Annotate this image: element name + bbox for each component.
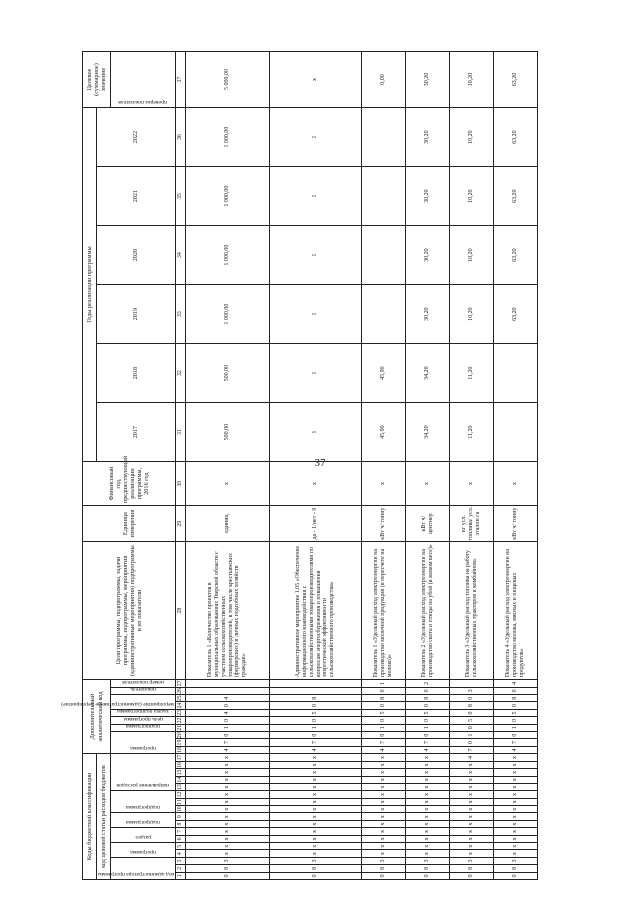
- code-cell: 3: [406, 857, 450, 864]
- fin-year-cell: х: [270, 462, 362, 506]
- code-cell: х: [186, 806, 270, 813]
- year-2019-header: 2019: [97, 285, 176, 344]
- code-cell: х: [362, 791, 406, 798]
- code-cell: 8: [494, 865, 538, 872]
- code-cell: 1: [406, 724, 450, 731]
- code-cell: х: [362, 776, 406, 783]
- final-value-cell: 63,20: [494, 52, 538, 108]
- vlabel-expense-direction: направление расходов: [116, 782, 170, 789]
- code-cell: 0: [494, 717, 538, 724]
- column-number: 26: [176, 687, 186, 694]
- code-cell: 8: [186, 865, 270, 872]
- code-cell: х: [270, 813, 362, 820]
- code-cell: х: [186, 820, 270, 827]
- code-cell: х: [362, 843, 406, 850]
- code-cell: х: [406, 769, 450, 776]
- indicator-description: Показатель 1 «Количество проектов в муниципальных образованиях Тверской области с участием сельскохозяйственных товаропроизводителей, в том числе крестьянских (фермерских) и личных подсобных хозяйств граждан»: [186, 542, 270, 680]
- year-value-cell: 500,00: [186, 403, 270, 462]
- column-number: 16: [176, 761, 186, 768]
- code-cell: х: [494, 754, 538, 762]
- vlabel-indicator-check: проверка показателя: [118, 99, 168, 106]
- year-value-cell: 500,00: [186, 344, 270, 403]
- code-cell: 1: [450, 731, 494, 738]
- year-value-cell: 10,20: [450, 285, 494, 344]
- code-cell: х: [270, 783, 362, 790]
- year-value-cell: 1: [270, 167, 362, 226]
- unit-cell: кВт ч/ центнер: [406, 506, 450, 542]
- code-cell: х: [406, 754, 450, 762]
- code-cell: 4: [494, 680, 538, 688]
- column-number: 14: [176, 776, 186, 783]
- year-value-cell: 63,20: [494, 167, 538, 226]
- indicator-description: Показатель 2 «Удельный расход электроэнергии на производство скота и птицы на убой (в живом весе)»: [406, 542, 450, 680]
- code-cell: 5: [494, 709, 538, 716]
- code-cell: х: [270, 828, 362, 835]
- code-cell: 0: [450, 739, 494, 746]
- rotated-table-wrapper: [61, 52, 528, 880]
- page-number: 37: [314, 457, 326, 469]
- table-row: [362, 52, 406, 880]
- vlabel-section: раздел: [135, 834, 151, 841]
- indicator-description: Показатель 4 «Удельный расход электроэнергии на производство молока, мясных и пищевых продуктов»: [494, 542, 538, 680]
- code-cell: [270, 680, 362, 688]
- column-number: 37: [176, 52, 186, 108]
- budget-codes-header: Коды бюджетной классификации: [83, 754, 97, 880]
- code-cell: 5: [406, 709, 450, 716]
- column-number: 2: [176, 865, 186, 872]
- code-cell: х: [406, 843, 450, 850]
- code-cell: х: [450, 843, 494, 850]
- fin-year-column-header: Финансовый год, предшествующий реализации программы, 2016 год: [83, 462, 176, 506]
- column-number: 10: [176, 806, 186, 813]
- year-value-cell: 34,20: [406, 403, 450, 462]
- program-indicators-table: [61, 51, 538, 880]
- code-cell: 3: [362, 857, 406, 864]
- code-cell: х: [450, 791, 494, 798]
- code-cell: х: [270, 769, 362, 776]
- code-cell: [186, 680, 270, 688]
- code-cell: х: [450, 806, 494, 813]
- code-cell: 7: [362, 739, 406, 746]
- code-cell: 0: [186, 731, 270, 738]
- column-number: 15: [176, 769, 186, 776]
- table-row: [450, 52, 494, 880]
- code-cell: х: [450, 783, 494, 790]
- indicator-description: Показатель 1 «Удельный расход электроэнергии на производство молочной продукции (в пересчете на молоко)»: [362, 542, 406, 680]
- code-cell: х: [186, 843, 270, 850]
- code-cell: х: [494, 828, 538, 835]
- column-number: 32: [176, 344, 186, 403]
- code-cell: 0: [362, 687, 406, 694]
- final-value-cell: 30,20: [406, 52, 450, 108]
- final-value-cell: х: [270, 52, 362, 108]
- unit-cell: кВт ч/ тонну: [494, 506, 538, 542]
- code-cell: х: [362, 820, 406, 827]
- code-cell: 0: [270, 717, 362, 724]
- year-value-cell: 10,20: [450, 167, 494, 226]
- fin-year-cell: х: [362, 462, 406, 506]
- goal-column-header: Цели программы, подпрограммы, задачи программы, подпрограммы, мероприятия (административные мероприятия) подпрограммы и их показатели: [83, 542, 176, 680]
- code-cell: 0: [186, 872, 270, 879]
- column-number: 33: [176, 285, 186, 344]
- code-cell: 8: [362, 695, 406, 702]
- code-cell: 7: [406, 739, 450, 746]
- code-cell: 2: [406, 680, 450, 688]
- code-cell: 5: [362, 709, 406, 716]
- year-value-cell: 30,20: [406, 108, 450, 167]
- year-2022-header: 2022: [97, 108, 176, 167]
- fin-year-cell: х: [450, 462, 494, 506]
- year-value-cell: [362, 285, 406, 344]
- code-cell: 8: [270, 695, 362, 702]
- code-cell: 7: [270, 739, 362, 746]
- code-cell: 1: [494, 724, 538, 731]
- code-cell: х: [450, 828, 494, 835]
- column-number: 7: [176, 828, 186, 835]
- column-number: 36: [176, 108, 186, 167]
- code-cell: х: [362, 761, 406, 768]
- vlabel-admin-code: код администратора программы: [97, 871, 174, 877]
- code-cell: х: [406, 835, 450, 842]
- code-cell: х: [270, 776, 362, 783]
- code-cell: 0: [406, 687, 450, 694]
- code-cell: 0: [362, 717, 406, 724]
- column-number: 27: [176, 680, 186, 688]
- code-cell: 0: [450, 709, 494, 716]
- column-number: 6: [176, 835, 186, 842]
- code-cell: 0: [406, 702, 450, 709]
- year-2020-header: 2020: [97, 226, 176, 285]
- final-value-cell: 0,00: [362, 52, 406, 108]
- code-cell: х: [494, 798, 538, 805]
- code-cell: х: [450, 820, 494, 827]
- code-cell: х: [186, 798, 270, 805]
- code-cell: 5: [450, 717, 494, 724]
- code-cell: х: [186, 791, 270, 798]
- vlabel-measure: мероприятие (административное мероприятие): [61, 700, 174, 707]
- year-value-cell: 1 000,00: [186, 108, 270, 167]
- code-cell: 0: [494, 872, 538, 879]
- year-value-cell: 45,90: [362, 403, 406, 462]
- code-cell: х: [362, 783, 406, 790]
- code-cell: 0: [362, 872, 406, 879]
- code-cell: 4: [186, 709, 270, 716]
- code-cell: х: [494, 783, 538, 790]
- code-cell: х: [270, 791, 362, 798]
- code-cell: 0: [186, 702, 270, 709]
- table-row: [406, 52, 450, 880]
- column-number: 24: [176, 702, 186, 709]
- code-cell: х: [494, 806, 538, 813]
- column-number: 9: [176, 813, 186, 820]
- code-cell: 0: [450, 724, 494, 731]
- code-cell: 7: [494, 739, 538, 746]
- column-number: 17: [176, 754, 186, 762]
- fin-year-cell: х: [406, 462, 450, 506]
- code-cell: 3: [186, 857, 270, 864]
- column-number: 25: [176, 695, 186, 702]
- final-value-cell: 5 000,00: [186, 52, 270, 108]
- code-cell: х: [186, 783, 270, 790]
- code-cell: 5: [270, 709, 362, 716]
- code-cell: 4: [186, 746, 270, 753]
- year-2018-header: 2018: [97, 344, 176, 403]
- column-number: 8: [176, 820, 186, 827]
- code-cell: 0: [494, 731, 538, 738]
- code-cell: 0: [362, 702, 406, 709]
- fin-year-cell: х: [186, 462, 270, 506]
- vlabel-subsection: подпрограмма: [125, 819, 161, 826]
- code-cell: 8: [450, 702, 494, 709]
- code-cell: 0: [270, 731, 362, 738]
- code-cell: х: [270, 761, 362, 768]
- code-cell: 0: [406, 731, 450, 738]
- final-value-header: Целевое (суммарное) значение: [83, 52, 111, 108]
- code-cell: 3: [450, 857, 494, 864]
- code-cell: 0: [406, 717, 450, 724]
- additional-code-header: Дополнительный аналитический код: [83, 680, 111, 754]
- column-number: 30: [176, 462, 186, 506]
- indicator-description: Показатель 3 «Удельный расход топлива на работу сельскохозяйственных тракторов и комбайнов»: [450, 542, 494, 680]
- year-value-cell: 10,20: [450, 226, 494, 285]
- code-cell: х: [450, 835, 494, 842]
- code-cell: х: [270, 806, 362, 813]
- code-cell: 8: [406, 695, 450, 702]
- year-value-cell: 11,20: [450, 403, 494, 462]
- code-cell: х: [406, 820, 450, 827]
- code-cell: х: [494, 850, 538, 857]
- code-cell: х: [406, 806, 450, 813]
- year-2021-header: 2021: [97, 167, 176, 226]
- code-cell: х: [186, 776, 270, 783]
- year-value-cell: 1: [270, 285, 362, 344]
- code-cell: [186, 687, 270, 694]
- year-value-cell: 34,20: [406, 344, 450, 403]
- column-number: 13: [176, 783, 186, 790]
- year-value-cell: 10,20: [450, 108, 494, 167]
- column-number: 21: [176, 724, 186, 731]
- code-cell: х: [186, 761, 270, 768]
- code-cell: х: [406, 798, 450, 805]
- column-number: 29: [176, 506, 186, 542]
- table-row: [270, 52, 362, 880]
- year-value-cell: 1 000,00: [186, 226, 270, 285]
- column-number: 1: [176, 872, 186, 879]
- code-cell: 3: [270, 857, 362, 864]
- final-value-cell: 10,20: [450, 52, 494, 108]
- unit-cell: единиц: [186, 506, 270, 542]
- code-cell: х: [494, 813, 538, 820]
- code-cell: х: [186, 769, 270, 776]
- column-number: 12: [176, 791, 186, 798]
- table-row: [186, 52, 270, 880]
- code-cell: [270, 687, 362, 694]
- column-number: 34: [176, 226, 186, 285]
- code-cell: х: [450, 850, 494, 857]
- year-value-cell: 30,20: [406, 226, 450, 285]
- code-cell: х: [270, 835, 362, 842]
- code-cell: х: [494, 776, 538, 783]
- code-cell: х: [406, 783, 450, 790]
- code-cell: 4: [362, 746, 406, 753]
- column-number: 3: [176, 857, 186, 864]
- code-cell: х: [270, 754, 362, 762]
- code-cell: 4: [270, 746, 362, 753]
- code-cell: х: [270, 820, 362, 827]
- year-value-cell: 1: [270, 403, 362, 462]
- year-value-cell: 63,20: [494, 226, 538, 285]
- year-value-cell: [362, 226, 406, 285]
- vlabel-subprogram-task: задача подпрограммы: [117, 708, 169, 715]
- vlabel-indicator: показатель: [130, 686, 156, 693]
- indicator-description: Административное мероприятие 1.05 «Обеспечение информационного взаимодействия с сельскохозяйственными товаропроизводителями по вопросам энергосбережения и повышения энергетической эффективности сельскохозяйственного производства»: [270, 542, 362, 680]
- code-cell: 8: [270, 865, 362, 872]
- column-number: 4: [176, 850, 186, 857]
- code-cell: 0: [494, 702, 538, 709]
- code-cell: х: [494, 820, 538, 827]
- code-cell: х: [186, 813, 270, 820]
- unit-cell: кВт ч/ тонну: [362, 506, 406, 542]
- code-cell: 8: [450, 865, 494, 872]
- year-value-cell: 30,20: [406, 285, 450, 344]
- column-number: 23: [176, 709, 186, 716]
- code-cell: х: [494, 843, 538, 850]
- code-cell: 1: [362, 724, 406, 731]
- code-cell: 1: [186, 724, 270, 731]
- year-value-cell: 1 000,00: [186, 285, 270, 344]
- vlabel-subprogram: подпрограмма: [125, 804, 161, 811]
- fin-year-cell: х: [494, 462, 538, 506]
- year-value-cell: 63,20: [494, 285, 538, 344]
- code-cell: [450, 680, 494, 688]
- vlabel-program-goal: цель программы: [123, 715, 163, 722]
- code-cell: 0: [270, 702, 362, 709]
- code-cell: х: [494, 761, 538, 768]
- code-cell: х: [362, 798, 406, 805]
- code-cell: х: [406, 813, 450, 820]
- code-cell: х: [450, 776, 494, 783]
- column-number: 20: [176, 731, 186, 738]
- code-cell: х: [406, 828, 450, 835]
- code-cell: х: [362, 828, 406, 835]
- code-cell: 4: [406, 746, 450, 753]
- year-value-cell: [494, 403, 538, 462]
- code-cell: х: [362, 850, 406, 857]
- year-value-cell: [362, 167, 406, 226]
- unit-cell: да - 1/нет - 0: [270, 506, 362, 542]
- code-cell: х: [406, 761, 450, 768]
- code-cell: х: [186, 835, 270, 842]
- column-number: 28: [176, 542, 186, 680]
- year-value-cell: 11,20: [450, 344, 494, 403]
- code-cell: 0: [450, 872, 494, 879]
- year-value-cell: 30,20: [406, 167, 450, 226]
- code-cell: 1: [362, 680, 406, 688]
- column-number: 18: [176, 746, 186, 753]
- code-cell: х: [494, 769, 538, 776]
- code-cell: 4: [186, 695, 270, 702]
- year-value-cell: 45,90: [362, 344, 406, 403]
- code-cell: 4: [494, 746, 538, 753]
- year-value-cell: 1: [270, 226, 362, 285]
- code-cell: х: [450, 769, 494, 776]
- code-cell: х: [362, 835, 406, 842]
- code-cell: х: [362, 754, 406, 762]
- year-value-cell: 63,20: [494, 108, 538, 167]
- code-cell: 0: [450, 695, 494, 702]
- table-body: [186, 52, 538, 880]
- code-cell: 1: [270, 724, 362, 731]
- code-cell: х: [362, 769, 406, 776]
- code-cell: 7: [186, 739, 270, 746]
- code-cell: х: [406, 776, 450, 783]
- code-cell: х: [450, 798, 494, 805]
- code-cell: 8: [362, 865, 406, 872]
- year-value-cell: [362, 108, 406, 167]
- code-cell: 3: [450, 687, 494, 694]
- code-cell: 0: [494, 687, 538, 694]
- code-cell: х: [186, 754, 270, 762]
- year-2017-header: 2017: [97, 403, 176, 462]
- year-value-cell: [494, 344, 538, 403]
- code-cell: х: [362, 806, 406, 813]
- code-cell: х: [270, 850, 362, 857]
- year-value-cell: 1 000,00: [186, 167, 270, 226]
- code-cell: 0: [362, 731, 406, 738]
- column-number: 5: [176, 843, 186, 850]
- code-cell: х: [186, 828, 270, 835]
- unit-column-header: Единица измерения: [83, 506, 176, 542]
- column-number: 22: [176, 717, 186, 724]
- table-row: [494, 52, 538, 880]
- vlabel-indicator-number: номер показателя: [122, 678, 164, 685]
- column-number-row: [176, 52, 186, 880]
- code-cell: 0: [270, 872, 362, 879]
- code-cell: х: [270, 843, 362, 850]
- code-cell: 0: [406, 872, 450, 879]
- code-cell: 7: [450, 746, 494, 753]
- column-number: 11: [176, 798, 186, 805]
- code-cell: х: [450, 813, 494, 820]
- vlabel-program: программа: [130, 848, 156, 855]
- code-cell: х: [362, 813, 406, 820]
- code-cell: х: [494, 791, 538, 798]
- year-value-cell: 1: [270, 108, 362, 167]
- vlabel-add-subprogram: подпрограмма: [125, 722, 161, 729]
- code-cell: х: [406, 791, 450, 798]
- code-cell: х: [270, 798, 362, 805]
- column-number: 19: [176, 739, 186, 746]
- year-value-cell: 1: [270, 344, 362, 403]
- unit-cell: кг усл. топлива/ усл. эталон га: [450, 506, 494, 542]
- code-cell: х: [406, 850, 450, 857]
- code-cell: 4: [450, 754, 494, 762]
- code-cell: 8: [494, 695, 538, 702]
- code-cell: х: [450, 761, 494, 768]
- target-article-header: код целевой статьи расходов бюджетов: [97, 754, 111, 880]
- column-number: 31: [176, 403, 186, 462]
- code-cell: 8: [406, 865, 450, 872]
- vlabel-add-program: программа: [130, 745, 156, 752]
- code-cell: х: [186, 850, 270, 857]
- column-number: 35: [176, 167, 186, 226]
- code-cell: 3: [494, 857, 538, 864]
- years-group-header: Годы реализации программы: [83, 108, 97, 462]
- code-cell: 0: [186, 717, 270, 724]
- code-cell: х: [494, 835, 538, 842]
